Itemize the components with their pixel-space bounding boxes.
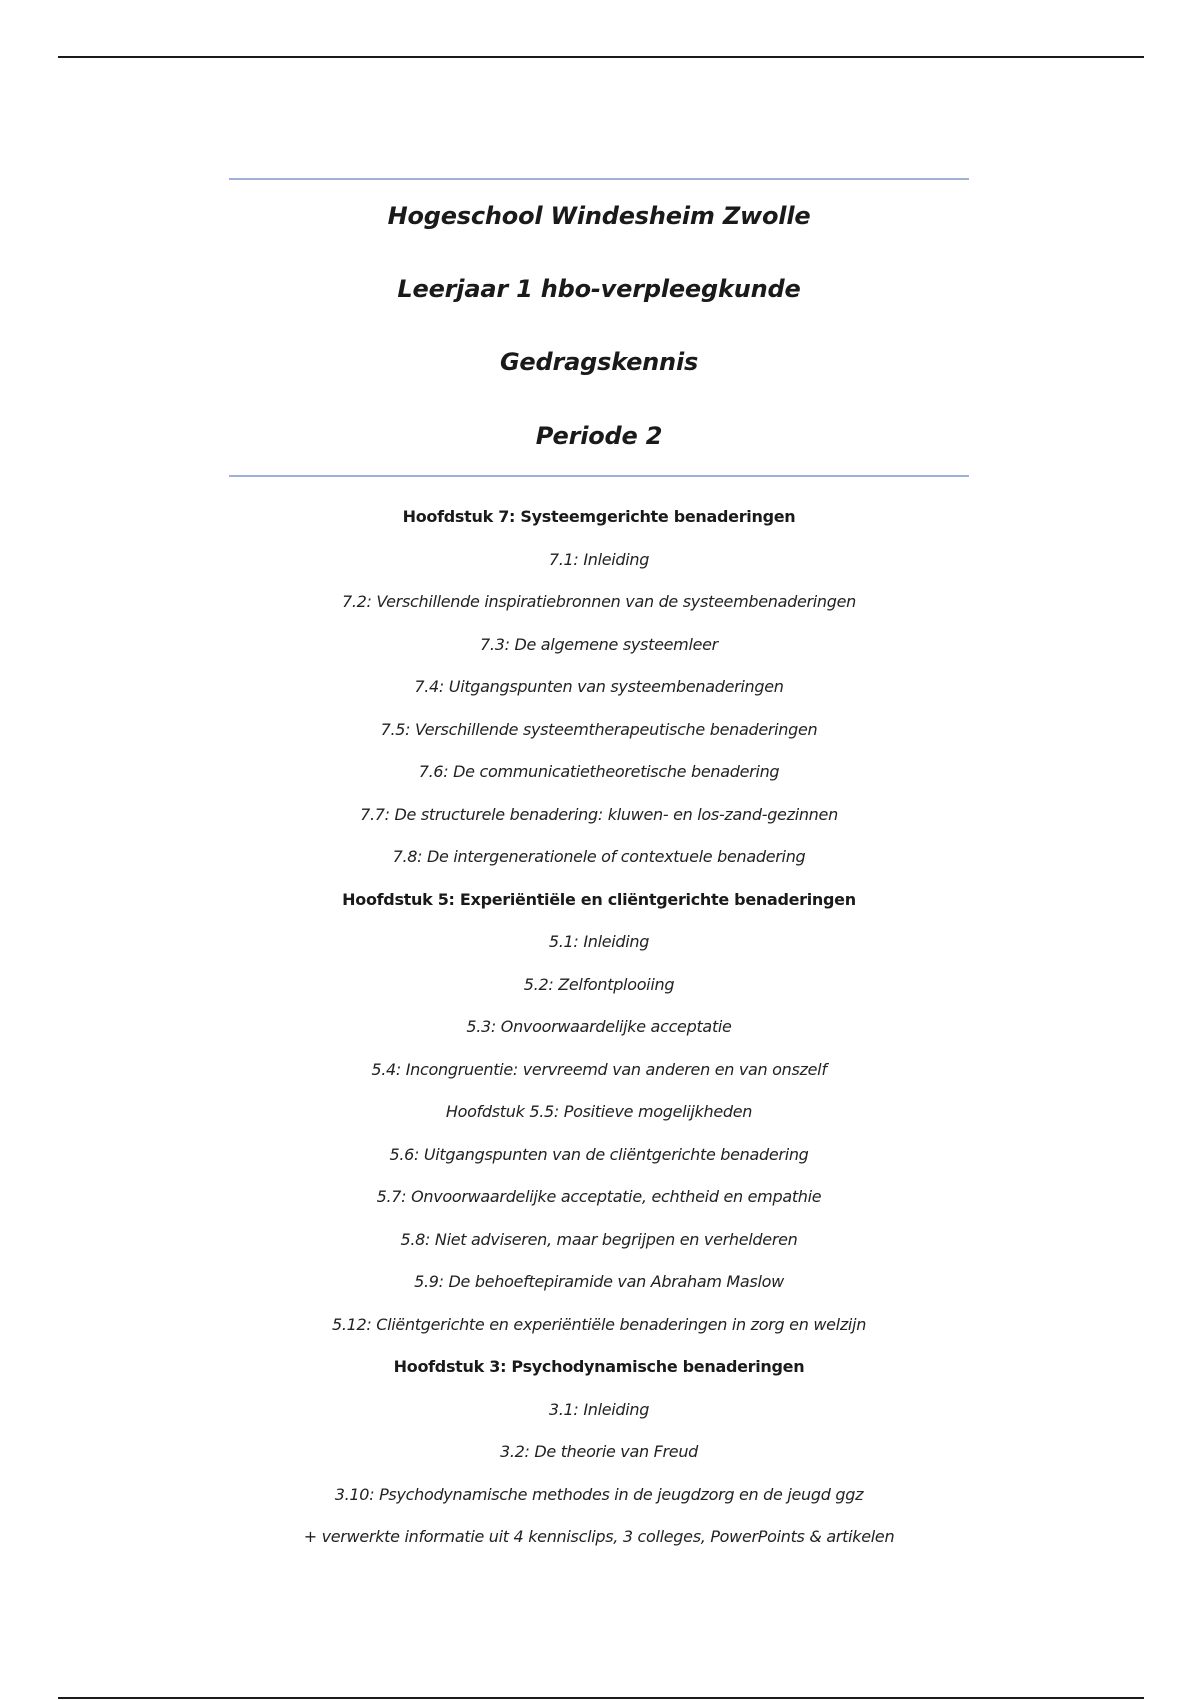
toc-chapter: Hoofdstuk 5: Experiëntiële en cliëntgerichte benaderingen xyxy=(342,889,856,909)
school-name: Hogeschool Windesheim Zwolle xyxy=(387,202,811,230)
toc-section: 5.1: Inleiding xyxy=(548,932,650,951)
toc-section: 7.8: De intergenerationele of contextuele benadering xyxy=(392,847,806,866)
title-upper-rule xyxy=(229,178,969,180)
toc-chapter: Hoofdstuk 3: Psychodynamische benaderingen xyxy=(393,1357,805,1376)
period-label: Periode 2 xyxy=(535,422,663,450)
toc-section: 5.7: Onvoorwaardelijke acceptatie, echtheid en empathie xyxy=(376,1187,822,1206)
toc-section: + verwerkte informatie uit 4 kennisclips, 3 colleges, PowerPoints & artikelen xyxy=(303,1527,895,1546)
toc-section: 3.2: De theorie van Freud xyxy=(499,1442,699,1461)
toc-section: 7.7: De structurele benadering: kluwen- en los-zand-gezinnen xyxy=(360,804,838,824)
toc-section: 5.8: Niet adviseren, maar begrijpen en verhelderen xyxy=(400,1229,798,1249)
page-bottom-rule xyxy=(58,1697,1144,1699)
toc-section: 7.1: Inleiding xyxy=(548,549,650,569)
toc-section: 3.1: Inleiding xyxy=(548,1399,650,1419)
title-block xyxy=(229,178,969,478)
toc-section: 3.10: Psychodynamische methodes in de jeugdzorg en de jeugd ggz xyxy=(334,1484,864,1504)
toc-section: 7.3: De algemene systeemleer xyxy=(480,634,718,654)
toc-section: Hoofdstuk 5.5: Positieve mogelijkheden xyxy=(445,1102,753,1121)
toc-section: 7.2: Verschillende inspiratiebronnen van de systeembenaderingen xyxy=(342,592,856,611)
toc-section: 7.6: De communicatietheoretische benadering xyxy=(418,762,780,781)
toc-section: 7.4: Uitgangspunten van systeembenaderingen xyxy=(414,677,784,696)
toc-section: 5.4: Incongruentie: vervreemd van anderen en van onszelf xyxy=(371,1059,827,1079)
title-lower-rule xyxy=(229,475,969,477)
toc-chapter: Hoofdstuk 7: Systeemgerichte benaderingen xyxy=(402,507,796,526)
table-of-contents xyxy=(229,499,969,1562)
toc-section: 5.9: De behoeftepiramide van Abraham Maslow xyxy=(414,1272,784,1291)
toc-section: 5.6: Uitgangspunten van de cliëntgerichte benadering xyxy=(389,1144,809,1164)
course-name: Gedragskennis xyxy=(499,348,699,376)
page-top-rule xyxy=(58,56,1144,58)
toc-section: 7.5: Verschillende systeemtherapeutische benaderingen xyxy=(380,719,818,739)
study-year: Leerjaar 1 hbo-verpleegkunde xyxy=(397,275,801,303)
toc-section: 5.12: Cliëntgerichte en experiëntiële benaderingen in zorg en welzijn xyxy=(331,1314,867,1334)
toc-section: 5.3: Onvoorwaardelijke acceptatie xyxy=(466,1017,732,1036)
toc-section: 5.2: Zelfontplooiing xyxy=(523,974,675,994)
